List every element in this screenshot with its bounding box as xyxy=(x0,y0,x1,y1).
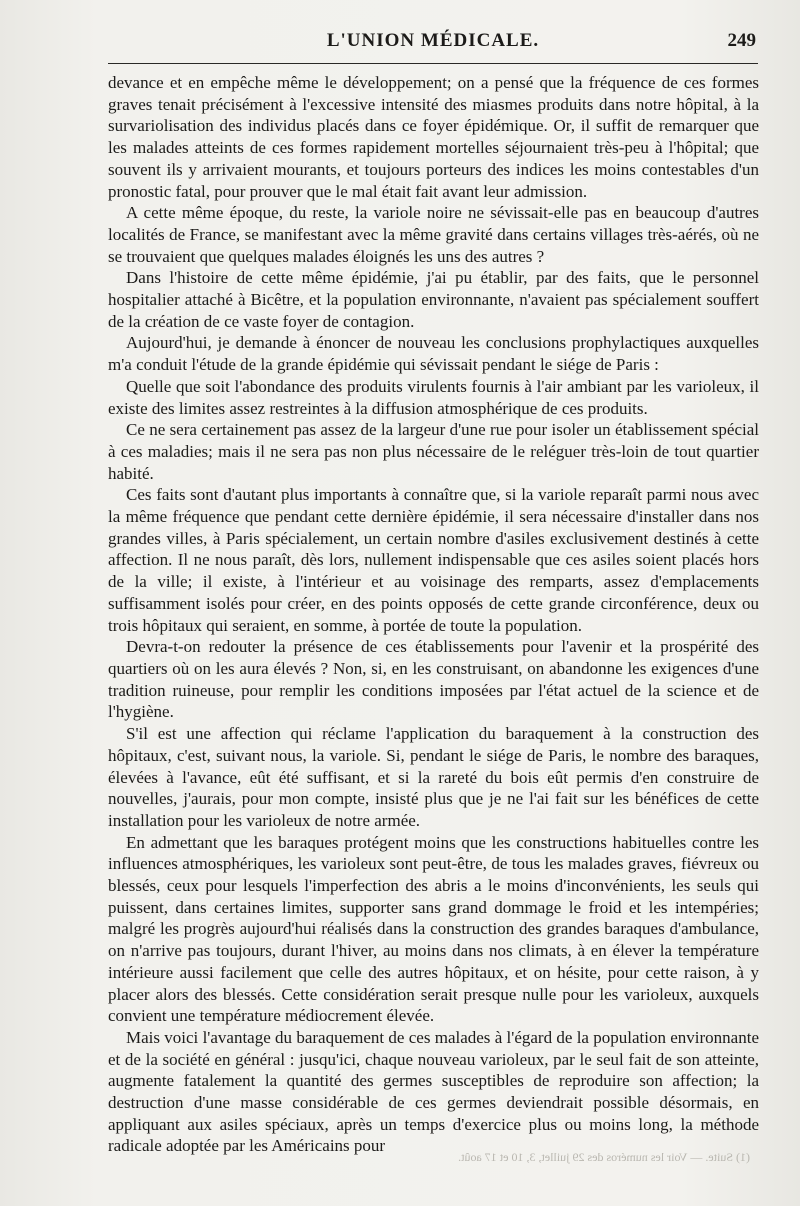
paragraph: Mais voici l'avantage du baraquement de ces malades à l'égard de la population environnante et de la société en général : jusqu'ici, chaque nouveau varioleux, par le seul fait de son atteinte, augmente fatalement la quantité des germes susceptibles de reproduire son affection; la destruction d'une masse considérable de ces germes deviendrait possible désormais, en appliquant aux asiles spéciaux, après un temps d'exercice plus ou moins long, la méthode radicale adoptée par les Américains pour xyxy=(108,1027,759,1156)
body-text xyxy=(108,72,759,1157)
bleed-through-footnote: (1) Suite. — Voir les numéros des 29 juillet, 3, 10 et 17 août. xyxy=(458,1150,750,1164)
paragraph: Devra-t-on redouter la présence de ces établissements pour l'avenir et la prospérité des quartiers où on les aura élevés ? Non, si, en les construisant, on abandonne les exigences d'une tradition ruineuse, pour remplir les conditions imposées par l'état actuel de la science et de l'hygiène. xyxy=(108,637,759,722)
paragraph: En admettant que les baraques protégent moins que les constructions habituelles contre les influences atmosphériques, les varioleux sont peut-être, de tous les malades graves, fiévreux ou blessés, ceux pour lesquels l'imperfection des abris a le moins d'inconvénients, les seuls qui puissent, dans certaines limites, supporter sans grand dommage le froid et les intempéries; malgré les progrès aujourd'hui réalisés dans la construction des grandes baraques d'ambulance, on n'arrive pas toujours, durant l'hiver, au moins dans nos climats, à en élever la température intérieure aussi facilement que celle des autres hôpitaux, et on hésite, pour cette raison, à y placer alors des blessés. Cette considération serait presque nulle pour les varioleux, auxquels convient une température médiocrement élevée. xyxy=(108,832,759,1026)
paragraph: Quelle que soit l'abondance des produits virulents fournis à l'air ambiant par les varioleux, il existe des limites assez restreintes à la diffusion atmosphérique de ces produits. xyxy=(108,376,759,418)
paragraph: Dans l'histoire de cette même épidémie, j'ai pu établir, par des faits, que le personnel hospitalier attaché à Bicêtre, et la population environnante, n'avaient pas spécialement souffert de la création de ce vaste foyer de contagion. xyxy=(108,268,759,331)
running-title: L'UNION MÉDICALE. xyxy=(326,30,540,51)
paragraph: Ce ne sera certainement pas assez de la largeur d'une rue pour isoler un établissement spécial à ces maladies; mais il ne sera pas non plus nécessaire de le reléguer très-loin de tout quartier habité. xyxy=(108,420,759,483)
header-rule xyxy=(108,63,758,64)
page-number: 249 xyxy=(727,30,756,51)
paragraph: A cette même époque, du reste, la variole noire ne sévissait-elle pas en beaucoup d'autres localités de France, se manifestant avec la même gravité dans certains villages très-aérés, où ne se trouvaient que quelques malades éloignés les uns des autres ? xyxy=(108,203,759,266)
paragraph: Aujourd'hui, je demande à énoncer de nouveau les conclusions prophylactiques auxquelles m'a conduit l'étude de la grande épidémie qui sévissait pendant le siége de Paris : xyxy=(108,333,759,375)
paragraph: devance et en empêche même le développement; on a pensé que la fréquence de ces formes graves tenait précisément à l'excessive intensité des miasmes produits dans notre hôpital, à la survariolisation des individus placés dans ce foyer épidémique. Or, il suffit de remarquer que les malades atteints de ces formes rapidement mortelles séjournaient très-peu à l'hôpital; que souvent ils y arrivaient mourants, et toujours porteurs des indices les moins contestables d'un pronostic fatal, pour prouver que le mal était fait avant leur admission. xyxy=(108,73,759,201)
paragraph: S'il est une affection qui réclame l'application du baraquement à la construction des hôpitaux, c'est, suivant nous, la variole. Si, pendant le siége de Paris, le nombre des baraques, élevées à l'avance, eût été suffisant, et si la rareté du bois eût permis d'en construire de nouvelles, j'aurais, pour mon compte, insisté plus que je ne l'ai fait sur les bénéfices de cette installation pour les varioleux de notre armée. xyxy=(108,724,759,830)
paragraph: Ces faits sont d'autant plus importants à connaître que, si la variole reparaît parmi nous avec la même fréquence que pendant cette dernière épidémie, il sera nécessaire d'installer dans nos grandes villes, à Paris spécialement, un certain nombre d'asiles exclusivement destinés à cette affection. Il ne nous paraît, dès lors, nullement indispensable que ces asiles soient placés hors de la ville; il existe, à l'intérieur et au voisinage des remparts, assez d'emplacements suffisamment isolés pour créer, en des points opposés de cette grande circonférence, deux ou trois hôpitaux qui seraient, en somme, à portée de toute la population. xyxy=(108,485,759,635)
page-header xyxy=(108,30,758,54)
